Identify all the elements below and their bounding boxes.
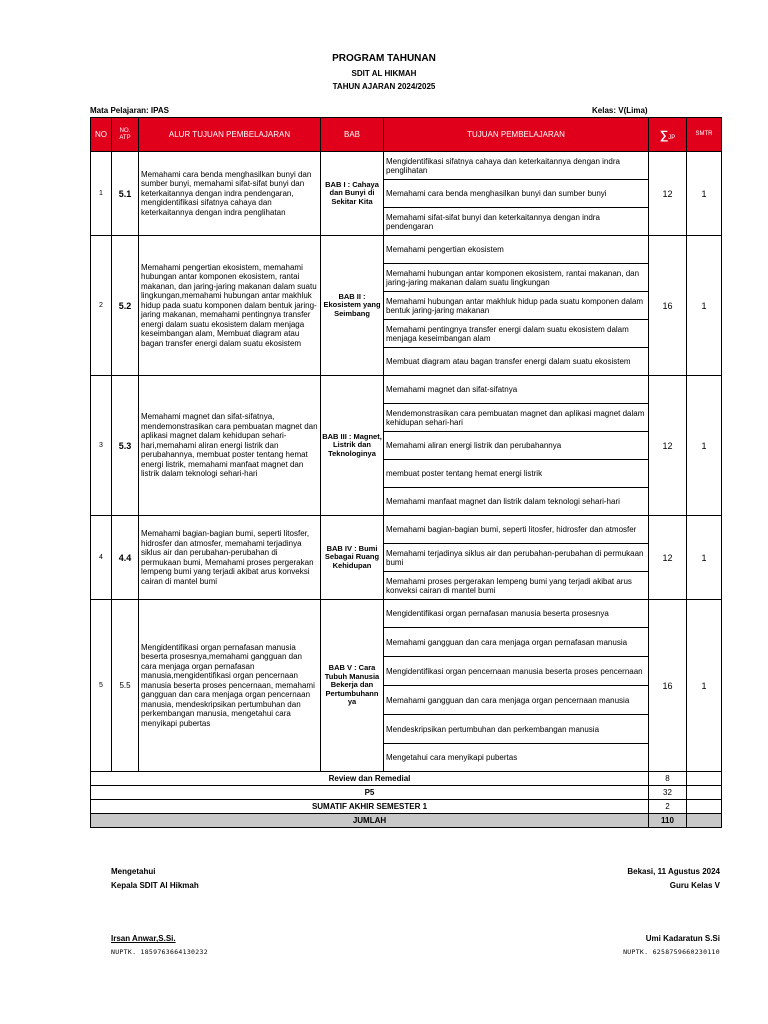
academic-year: TAHUN AJARAN 2024/2025 — [332, 82, 436, 91]
principal-name: Irsan Anwar,S.Si. — [111, 934, 176, 943]
row-tujuan-item: Mengidentifikasi sifatnya cahaya dan keterkaitannya dengan indra penglihatan — [384, 152, 649, 180]
row-tujuan-item: Memahami hubungan antar komponen ekosistem, rantai makanan, dan jaring-jaring makanan dalam suatu lingkungan — [384, 264, 649, 292]
row-smtr: 1 — [687, 376, 722, 516]
row-smtr: 1 — [687, 516, 722, 600]
footer-right-line1: Bekasi, 11 Agustus 2024 — [627, 867, 720, 876]
summary-smtr — [687, 800, 722, 814]
summary-smtr — [687, 772, 722, 786]
col-no: NO — [91, 118, 112, 152]
row-smtr: 1 — [687, 152, 722, 236]
table-header — [91, 118, 722, 152]
row-atp: 5.3 — [112, 376, 139, 516]
row-bab: BAB IV : Bumi Sebagai Ruang Kehidupan — [321, 516, 384, 600]
principal-nuptk: NUPTK. 1859763664130232 — [111, 948, 208, 956]
row-alur: Memahami cara benda menghasilkan bunyi dan sumber bunyi, memahami sifat-sifat bunyi dan keterkaitannya dengan indra pendengaran, mengidentifikasi sifatnya cahaya dan keterkaitannya dengan indra penglihatan — [139, 152, 321, 236]
program-table — [90, 117, 722, 828]
row-tujuan-item: Mengidentifikasi organ pernafasan manusia beserta prosesnya — [384, 600, 649, 628]
summary-jp: 8 — [649, 772, 687, 786]
row-tujuan-item: Memahami magnet dan sifat-sifatnya — [384, 376, 649, 404]
row-jp: 12 — [649, 376, 687, 516]
footer-left-line2: Kepala SDIT Al Hikmah — [111, 881, 199, 890]
summary-jp: 32 — [649, 786, 687, 800]
row-tujuan-item: Memahami sifat-sifat bunyi dan keterkaitannya dengan indra pendengaran — [384, 208, 649, 236]
row-tujuan-item: Memahami gangguan dan cara menjaga organ pernafasan manusia — [384, 628, 649, 657]
row-tujuan-item: Memahami aliran energi listrik dan perubahannya — [384, 432, 649, 460]
row-smtr: 1 — [687, 236, 722, 376]
row-tujuan-item: Memahami gangguan dan cara menjaga organ pencernaan manusia — [384, 686, 649, 715]
summary-jp: 110 — [649, 814, 687, 828]
row-bab: BAB I : Cahaya dan Bunyi di Sekitar Kita — [321, 152, 384, 236]
row-no: 3 — [91, 376, 112, 516]
summary-label: JUMLAH — [91, 814, 649, 828]
row-alur: Memahami bagian-bagian bumi, seperti litosfer, hidrosfer dan atmosfer, memahami terjadinya siklus air dan perubahan-perubahan di permukaan bumi, Memahami proses pergerakan lempeng bumi yang terjadi akibat arus konveksi cairan di mantel bumi — [139, 516, 321, 600]
row-jp: 12 — [649, 516, 687, 600]
summary-row — [91, 814, 722, 828]
row-tujuan-item: Memahami pentingnya transfer energi dalam suatu ekosistem dalam menjaga keseimbangan alam — [384, 320, 649, 348]
row-bab: BAB V : Cara Tubuh Manusia Bekerja dan Pertumbuhann ya — [321, 600, 384, 772]
row-tujuan-item: Mendemonstrasikan cara pembuatan magnet dan aplikasi magnet dalam kehidupan sehari-hari — [384, 404, 649, 432]
col-tujuan: TUJUAN PEMBELAJARAN — [384, 118, 649, 152]
table-row — [91, 600, 722, 628]
row-no: 5 — [91, 600, 112, 772]
row-tujuan-item: Memahami cara benda menghasilkan bunyi dan sumber bunyi — [384, 180, 649, 208]
col-alur: ALUR TUJUAN PEMBELAJARAN — [139, 118, 321, 152]
col-jp — [649, 118, 687, 152]
summary-row — [91, 786, 722, 800]
row-tujuan-item: Mendeskripsikan pertumbuhan dan perkembangan manusia — [384, 715, 649, 744]
row-no: 1 — [91, 152, 112, 236]
row-alur: Memahami magnet dan sifat-sifatnya, mendemonstrasikan cara pembuatan magnet dan aplikasi magnet dalam kehidupan sehari-hari,memahami aliran energi listrik dan perubahannya, membuat poster tentang hemat energi listrik, memahami manfaat magnet dan listrik dalam teknologi sehari-hari — [139, 376, 321, 516]
row-jp: 12 — [649, 152, 687, 236]
summary-label: P5 — [91, 786, 649, 800]
col-bab: BAB — [321, 118, 384, 152]
summary-row — [91, 772, 722, 786]
row-tujuan-item: Mengetahui cara menyikapi pubertas — [384, 744, 649, 772]
row-tujuan-item: Memahami hubungan antar makhluk hidup pada suatu komponen dalam bentuk jaring-jaring makanan — [384, 292, 649, 320]
summary-label: SUMATIF AKHIR SEMESTER 1 — [91, 800, 649, 814]
row-tujuan-item: Memahami manfaat magnet dan listrik dalam teknologi sehari-hari — [384, 488, 649, 516]
row-tujuan-item: membuat poster tentang hemat energi listrik — [384, 460, 649, 488]
col-atp-no: NO. ATP — [112, 118, 139, 152]
subject-label: Mata Pelajaran: IPAS — [90, 106, 169, 115]
summary-smtr — [687, 814, 722, 828]
school-name: SDIT AL HIKMAH — [351, 69, 417, 78]
table-row — [91, 236, 722, 264]
row-tujuan-item: Memahami terjadinya siklus air dan perubahan-perubahan di permukaan bumi — [384, 544, 649, 572]
row-no: 2 — [91, 236, 112, 376]
row-atp: 4.4 — [112, 516, 139, 600]
jp-label: JP — [668, 134, 676, 141]
sigma-symbol: ∑ — [659, 127, 669, 142]
row-jp: 16 — [649, 236, 687, 376]
row-alur: Mengidentifikasi organ pernafasan manusia beserta prosesnya,memahami gangguan dan cara menjaga organ pernafasan manusia,mengidentifikasi organ pencernaan manusia beserta proses pencernaan, memahami gangguan dan cara menjaga organ pencernaan manusia, mendeskripsikan pertumbuhan dan perkembangan manusia, mengetahui cara menyikapi pubertas — [139, 600, 321, 772]
row-bab: BAB II : Ekosistem yang Seimbang — [321, 236, 384, 376]
page-title: PROGRAM TAHUNAN — [332, 53, 436, 64]
col-smtr: SMTR — [687, 118, 722, 152]
summary-label: Review dan Remedial — [91, 772, 649, 786]
footer-right-line2: Guru Kelas V — [669, 881, 720, 890]
row-tujuan-item: Membuat diagram atau bagan transfer energi dalam suatu ekosistem — [384, 348, 649, 376]
summary-jp: 2 — [649, 800, 687, 814]
row-jp: 16 — [649, 600, 687, 772]
footer-left-line1: Mengetahui — [111, 867, 156, 876]
row-atp: 5.5 — [112, 600, 139, 772]
row-tujuan-item: Memahami proses pergerakan lempeng bumi yang terjadi akibat arus konveksi cairan di mantel bumi — [384, 572, 649, 600]
table-row — [91, 516, 722, 544]
row-no: 4 — [91, 516, 112, 600]
row-smtr: 1 — [687, 600, 722, 772]
summary-smtr — [687, 786, 722, 800]
teacher-name: Umi Kadaratun S.Si — [645, 934, 720, 943]
teacher-nuptk: NUPTK. 6258759660230110 — [623, 948, 720, 956]
row-tujuan-item: Mengidentifikasi organ pencernaan manusia beserta proses pencernaan — [384, 657, 649, 686]
row-bab: BAB III : Magnet, Listrik dan Teknologinya — [321, 376, 384, 516]
row-tujuan-item: Memahami bagian-bagian bumi, seperti litosfer, hidrosfer dan atmosfer — [384, 516, 649, 544]
table-row — [91, 376, 722, 404]
row-alur: Memahami pengertian ekosistem, memahami hubungan antar komponen ekosistem, rantai makanan, dan jaring-jaring makanan dalam suatu lingkungan,memahami hubungan antar makhluk hidup pada suatu komponen dalam bentuk jaring-jaring makanan, memahami pentingnya transfer energi dalam suatu ekosistem dalam menjaga keseimbangan alam, Membuat diagram atau bagan transfer energi dalam suatu ekosistem — [139, 236, 321, 376]
row-tujuan-item: Memahami pengertian ekosistem — [384, 236, 649, 264]
row-atp: 5.2 — [112, 236, 139, 376]
class-label: Kelas: V(Lima) — [592, 106, 648, 115]
row-atp: 5.1 — [112, 152, 139, 236]
summary-row — [91, 800, 722, 814]
table-row — [91, 152, 722, 180]
